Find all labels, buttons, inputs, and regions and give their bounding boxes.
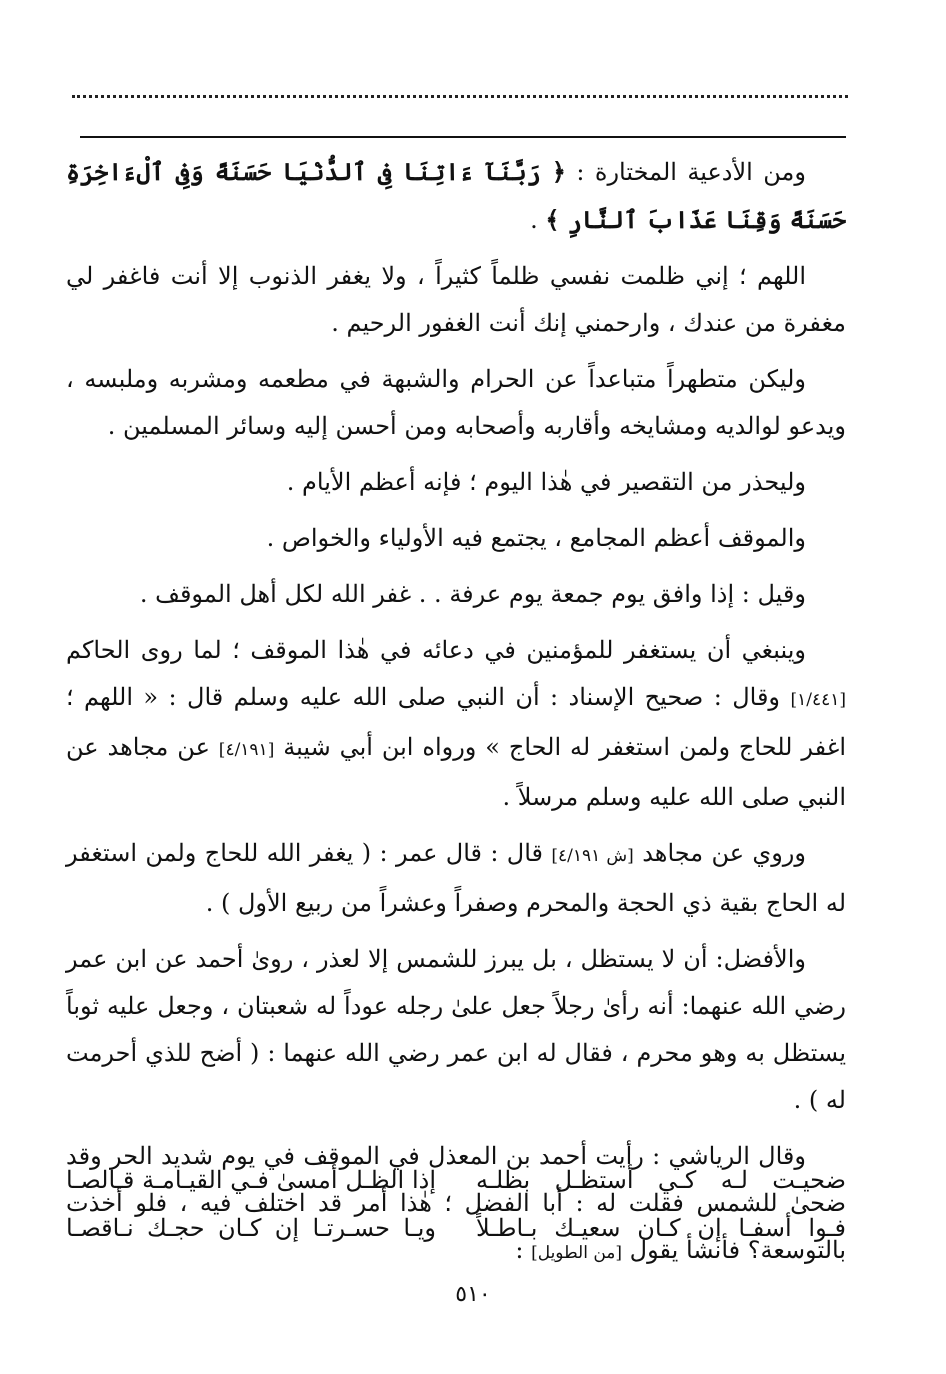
paragraph-dua: اللهم ؛ إني ظلمت نفسي ظلماً كثيراً ، ولا يغفر الذنوب إلا أنت فاغفر لي مغفرة من عندك ، وارحمني إنك أنت الغفور الرحيم . xyxy=(66,262,846,337)
paragraph-text: قال : قال عمر : ( يغفر الله للحاج ولمن استغفر له الحاج بقية ذي الحجة والمحرم وصفراً وعشراً من ربيع الأول ) . xyxy=(66,839,846,917)
main-text xyxy=(66,148,846,1286)
paragraph-shade: والأفضل: أن لا يستظل ، بل يبرز للشمس إلا لعذر ، روىٰ أحمد عن ابن عمر رضي الله عنهما: أنه رأىٰ رجلاً جعل علىٰ رجله عوداً له شعبتان ، وجعل عليه ثوباً يستظل به وهو محرم ، فقال له ابن عمر رضي الله عنهما : ( أضح للذي أحرمت له ) . xyxy=(66,945,846,1114)
paragraph-warning: وليحذر من التقصير في هٰذا اليوم ؛ فإنه أعظم الأيام . xyxy=(286,468,806,496)
paragraph-mawqif: والموقف أعظم المجامع ، يجتمع فيه الأولياء والخواص . xyxy=(266,524,806,552)
poem-verse xyxy=(66,1156,846,1204)
quran-verse: ﴿ رَبَّنَآ ءَاتِنَا فِى ٱلدُّنْيَا حَسَنَةً وَفِى ٱلْءَاخِرَةِ حَسَنَةً وَقِنَا عَذَابَ ٱلنَّارِ ﴾ xyxy=(66,157,846,234)
poem-hemistich-first: فـوا أسفـا إن كـان سعيـك بـاطـلاً xyxy=(476,1214,846,1242)
paragraph-text: وينبغي أن يستغفر للمؤمنين في دعائه في هٰذا الموقف ؛ لما روى الحاكم xyxy=(66,636,806,664)
poem-hemistich-second: ويـا حسـرتـا إن كـان حجـك نـاقصـا xyxy=(66,1214,436,1242)
header-dotted-rule xyxy=(72,78,848,98)
page-number: ٥١٠ xyxy=(455,1282,491,1307)
paragraph-text: وقال الرياشي : رأيت أحمد بن المعذل في الموقف في يوم شديد الحر وقد ضحىٰ للشمس فقلت له : أبا الفضل ؛ هٰذا أمر قد اختلف فيه ، فلو أخذت بالتوسعة؟ فأنشأ يقول xyxy=(66,1142,846,1264)
paragraph-tail: . xyxy=(530,206,538,234)
paragraph-mujahid-narration xyxy=(66,830,846,927)
header-solid-rule xyxy=(80,136,846,138)
meter-note: [من الطويل] xyxy=(531,1243,623,1263)
paragraph-hakim-narration xyxy=(66,627,846,821)
poem-verse xyxy=(66,1204,846,1252)
paragraph-friday: وقيل : إذا وافق يوم جمعة يوم عرفة . . غفر الله لكل أهل الموقف . xyxy=(139,580,806,608)
paragraph-text: وروي عن مجاهد xyxy=(642,839,806,867)
poem-hemistich-first: ضحيـت لـه كـي أستظـل بظلـه xyxy=(476,1166,846,1194)
poem-hemistich-second: إذا الظـل أمسىٰ فـي القيـامـة قـالصـا xyxy=(66,1166,436,1194)
paragraph-lead: ومن الأدعية المختارة : xyxy=(576,158,806,186)
paragraph-text: : xyxy=(515,1236,524,1264)
citation-reference: [ش ٤/١٩١] xyxy=(551,846,634,866)
paragraph-dua-quran xyxy=(66,148,846,244)
citation-reference: [٤/١٩١] xyxy=(218,740,275,760)
paragraph-text: وقال : صحيح الإسناد : أن النبي صلى الله عليه وسلم قال : « اللهم ؛ اغفر للحاج ولمن استغفر له الحاج » ورواه ابن أبي شيبة xyxy=(66,683,846,761)
paragraph-purity: وليكن متطهراً متباعداً عن الحرام والشبهة في مطعمه ومشربه وملبسه ، ويدعو لوالديه ومشايخه وأقاربه وأصحابه ومن أحسن إليه وسائر المسلمين . xyxy=(66,365,846,440)
poem xyxy=(66,1156,846,1252)
citation-reference: [١/٤٤١] xyxy=(790,690,846,710)
paragraph-text: عن مجاهد عن النبي صلى الله عليه وسلم مرسلاً . xyxy=(66,733,846,811)
